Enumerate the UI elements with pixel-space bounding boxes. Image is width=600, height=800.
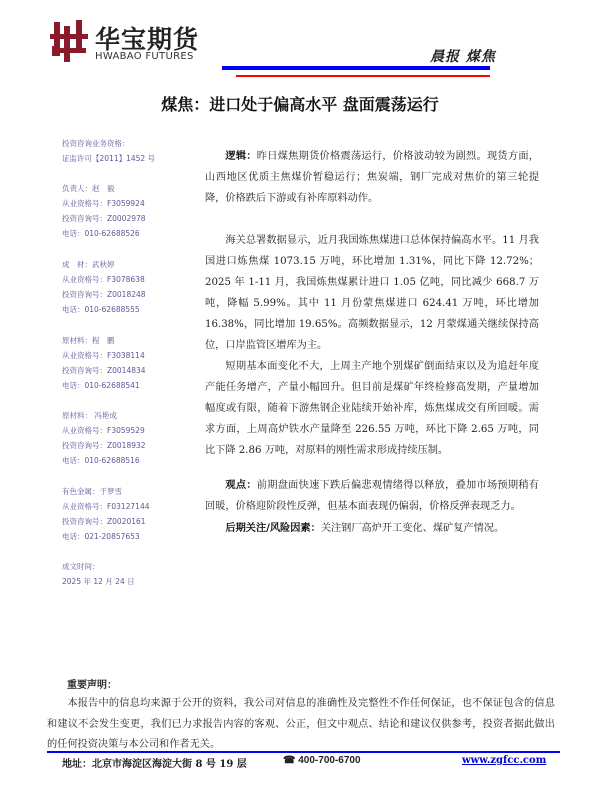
company-logo-icon [50, 20, 88, 64]
footer-phone [283, 755, 361, 766]
risk-text: 关注钢厂高炉开工变化、煤矿复产情况。 [320, 523, 505, 534]
header-divider-red [236, 75, 490, 77]
footer-divider [47, 751, 560, 753]
contact-consult: 投资咨询号：Z0018248 [62, 290, 146, 299]
page-title: 煤焦：进口处于偏高水平 盘面震荡运行 [161, 95, 439, 114]
contact-role: 负责人：赵 毅 [62, 184, 115, 193]
disclaimer-text: 本报告中的信息均来源于公开的资料，我公司对信息的准确性及完整性不作任何保证，也不保证包含的信息和建议不会发生变更，我们已力求报告内容的客观、公正，但文中观点、结论和建议仅供参考，投资者据此做出的任何投资决策与本公司和作者无关。 [47, 698, 555, 750]
contact-role: 成 材：武秋婷 [62, 260, 115, 269]
fundamentals-paragraph: 短期基本面变化不大，上周主产地个别煤矿倒面结束以及为追赶年度产能任务增产，产量小幅回升。但目前是煤矿年终检修高发期，产量增加幅度或有限，随着下游焦钢企业陆续开始补库，炼焦煤成交有所回暖。需求方面，上周高炉铁水产量降至 226.55 万吨，环比下降 2.65 万吨，同比下降 2.86 万吨，对原料的刚性需求形成持续压制。 [205, 361, 539, 456]
logic-text: 昨日煤焦期货价格震荡运行，价格波动较为剧烈。现货方面，山西地区优质主焦煤价暂稳运行；焦炭端，钢厂完成对焦价的第三轮提降，价格跌后下游或有补库原料动作。 [205, 151, 539, 204]
contact-phone: 电话：010-62688526 [62, 229, 140, 238]
contact-license: 从业资格号：F03127144 [62, 502, 150, 511]
phone-icon: ☎ [283, 755, 296, 766]
contact-block [62, 333, 146, 393]
contact-block [62, 181, 146, 241]
contact-consult: 投资咨询号：Z0018932 [62, 441, 146, 450]
company-name-en: HWABAO FUTURES [95, 51, 194, 62]
qualification [62, 136, 155, 166]
contact-role: 原材料： 冯艳成 [62, 411, 117, 420]
report-type: 晨报 煤焦 [430, 49, 496, 65]
contact-license: 从业资格号：F3038114 [62, 351, 145, 360]
contact-license: 从业资格号：F3059529 [62, 426, 145, 435]
logic-label: 逻辑： [225, 150, 257, 162]
contact-consult: 投资咨询号：Z0002978 [62, 214, 146, 223]
contact-block [62, 484, 150, 544]
view-text: 前期盘面快速下跌后偏悲观情绪得以释放，叠加市场预期稍有回暖，价格迎阶段性反弹，但基本面表现仍偏弱，价格反弹表现乏力。 [205, 480, 539, 512]
contact-consult: 投资咨询号：Z0020161 [62, 517, 146, 526]
customs-paragraph: 海关总署数据显示，近月我国炼焦煤进口总体保持偏高水平。11 月我国进口炼焦煤 1073.15 万吨，环比增加 1.31%，同比下降 12.72%；2025 年 1-11 月，我国炼焦煤累计进口 1.05 亿吨，同比减少 668.7 万吨，降幅 5.99%。其中 11 月份蒙焦煤进口 624.41 万吨，环比增加 16.38%，同比增加 19.65%。高频数据显示，12 月蒙煤通关继续保持高位，口岸监管区增库为主。 [205, 235, 539, 351]
contact-license: 从业资格号：F3059924 [62, 199, 145, 208]
header-divider-blue [222, 66, 490, 70]
contact-role: 原材料：程 鹏 [62, 336, 115, 345]
contact-consult: 投资咨询号：Z0014834 [62, 366, 146, 375]
qualification-label: 投资咨询业务资格： [62, 139, 130, 148]
contact-phone: 电话：010-62688516 [62, 456, 140, 465]
report-date [62, 559, 135, 589]
qualification-value: 证监许可【2011】1452 号 [62, 154, 156, 163]
risk-paragraph [205, 518, 539, 539]
risk-label: 后期关注/风险因素： [225, 522, 321, 534]
disclaimer-title: 重要声明： [67, 680, 117, 691]
contact-block [62, 257, 146, 317]
footer-website-link[interactable]: www.zgfcc.com [462, 755, 547, 766]
contact-phone: 电话：010-62688555 [62, 305, 140, 314]
logic-paragraph [205, 146, 539, 209]
contact-phone: 电话：010-62688541 [62, 381, 140, 390]
contact-license: 从业资格号：F3078638 [62, 275, 145, 284]
company-name-cn: 华宝期货 [95, 25, 200, 54]
date-label: 成文时间： [62, 562, 100, 571]
contact-block [62, 408, 146, 468]
view-label: 观点： [225, 479, 257, 491]
phone-number: 400-700-6700 [298, 755, 361, 766]
footer-address: 地址：北京市海淀区海淀大街 8 号 19 层 [62, 759, 247, 770]
view-paragraph [205, 475, 539, 517]
date-value: 2025 年 12 月 24 日 [62, 577, 135, 586]
contact-phone: 电话：021-20857653 [62, 532, 140, 541]
contact-role: 有色金属：于梦雪 [62, 487, 122, 496]
